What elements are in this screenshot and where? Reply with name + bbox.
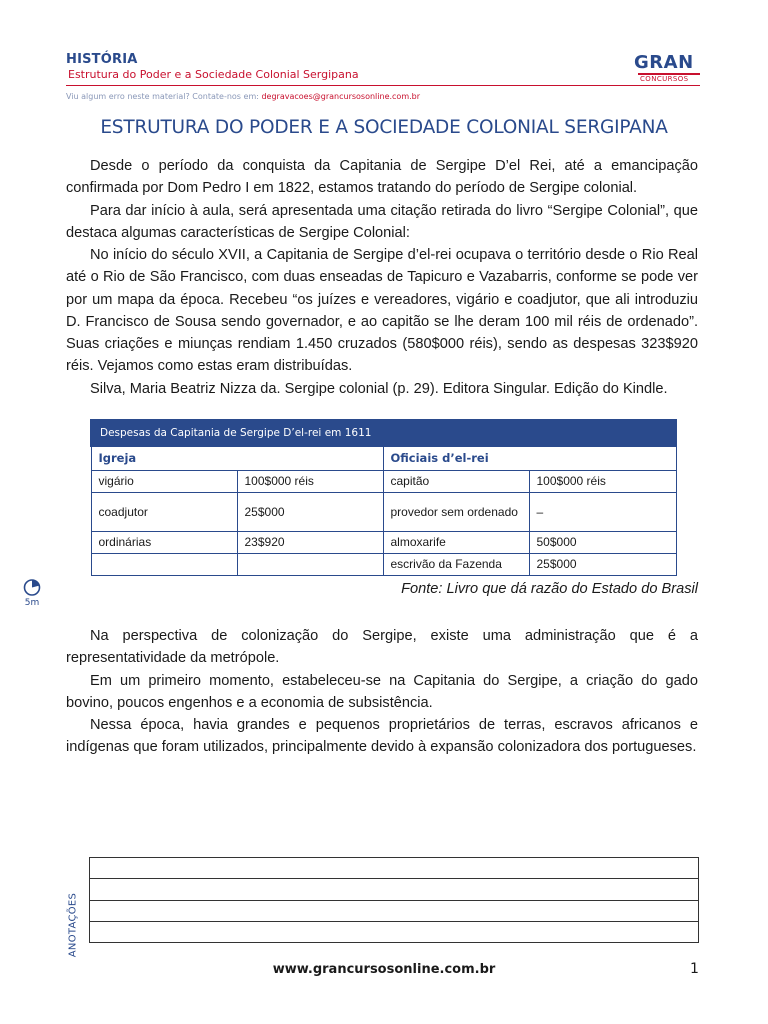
footer-url-link[interactable]: www.grancursosonline.com.br xyxy=(272,962,496,977)
table-row xyxy=(91,531,676,553)
intro-section xyxy=(66,155,698,244)
table-cell: 25$000 xyxy=(237,492,383,531)
notes-label-text: ANOTAÇÕES xyxy=(67,892,79,958)
group-header-oficiais: Oficiais d’el-rei xyxy=(383,446,676,470)
notes-line[interactable] xyxy=(90,922,698,943)
table-cell: 50$000 xyxy=(529,531,676,553)
gran-logo xyxy=(630,52,702,86)
logo-main-text: GRAN xyxy=(634,52,694,73)
notes-line[interactable] xyxy=(90,879,698,900)
timer-label: 5m xyxy=(24,598,40,608)
table-cell: – xyxy=(529,492,676,531)
timer-marker xyxy=(22,578,42,614)
expenses-table xyxy=(90,419,675,576)
table-cell: coadjutor xyxy=(91,492,237,531)
contact-line xyxy=(66,92,420,101)
table-cell: capitão xyxy=(383,470,529,492)
table-caption: Despesas da Capitania de Sergipe D’el-rei em 1611 xyxy=(91,420,676,446)
table-cell xyxy=(237,553,383,575)
body-paragraph: Na perspectiva de colonização do Sergipe, existe uma administração que é a representatividade da metrópole. xyxy=(66,628,698,667)
stopwatch-icon xyxy=(23,578,41,596)
body-paragraph: Nessa época, havia grandes e pequenos proprietários de terras, escravos africanos e indígenas que foram utilizados, principalmente devido à expansão colonizadora dos portugueses. xyxy=(66,717,698,756)
notes-line[interactable] xyxy=(90,901,698,922)
table-cell: 100$000 réis xyxy=(237,470,383,492)
citation-text: No início do século XVII, a Capitania de Sergipe d’el-rei ocupava o território desde o Rio Real até o Rio de São Francisco, com duas enseadas de Tapicuro e Vazabarris, conforme se pode ver por um mapa da época. Recebeu “os juízes e vereadores, vigário e coadjutor, que ali introduziu D. Francisco de Sousa sendo governador, e ao capitão se lhe deram 100 mil réis de ordenado”. Suas criações e miunças rendiam 1.450 cruzados (580$000 réis), sendo as despesas 323$920 réis. Vejamos como estas eram distribuídas. xyxy=(66,247,698,375)
notes-line[interactable] xyxy=(90,858,698,879)
header-divider xyxy=(66,85,700,86)
table-cell: 25$000 xyxy=(529,553,676,575)
contact-email-link[interactable]: degravacoes@grancursosonline.com.br xyxy=(261,92,421,101)
page-number: 1 xyxy=(690,961,699,977)
subject-heading: HISTÓRIA xyxy=(66,52,138,67)
table-cell xyxy=(91,553,237,575)
table-cell: ordinárias xyxy=(91,531,237,553)
table-source: Fonte: Livro que dá razão do Estado do Brasil xyxy=(401,581,698,597)
table-cell: provedor sem ordenado xyxy=(383,492,529,531)
table-cell: vigário xyxy=(91,470,237,492)
body-section xyxy=(66,625,698,759)
topic-subheading: Estrutura do Poder e a Sociedade Colonial Sergipana xyxy=(68,68,359,81)
citation-source: Silva, Maria Beatriz Nizza da. Sergipe colonial (p. 29). Editora Singular. Edição do Kindle. xyxy=(90,380,668,397)
notes-label xyxy=(60,892,86,958)
notes-box[interactable] xyxy=(89,857,699,943)
table-row xyxy=(91,470,676,492)
table-cell: 100$000 réis xyxy=(529,470,676,492)
table-cell: 23$920 xyxy=(237,531,383,553)
intro-paragraph: Desde o período da conquista da Capitania de Sergipe D’el Rei, até a emancipação confirmada por Dom Pedro I em 1822, estamos tratando do período de Sergipe colonial. xyxy=(66,158,698,197)
intro-paragraph: Para dar início à aula, será apresentada uma citação retirada do livro “Sergipe Colonial”, que destaca algumas características de Sergipe Colonial: xyxy=(66,202,698,241)
table-cell: almoxarife xyxy=(383,531,529,553)
table-row xyxy=(91,492,676,531)
citation-block xyxy=(66,244,698,400)
page-title: ESTRUTURA DO PODER E A SOCIEDADE COLONIAL SERGIPANA xyxy=(100,117,668,138)
body-paragraph: Em um primeiro momento, estabeleceu-se na Capitania do Sergipe, a criação do gado bovino, poucos engenhos e a economia de subsistência. xyxy=(66,672,698,711)
table-row xyxy=(91,553,676,575)
table-cell: escrivão da Fazenda xyxy=(383,553,529,575)
contact-prefix: Viu algum erro neste material? Contate-nos em: xyxy=(66,92,262,101)
logo-sub-text: CONCURSOS xyxy=(640,75,689,83)
group-header-igreja: Igreja xyxy=(91,446,383,470)
